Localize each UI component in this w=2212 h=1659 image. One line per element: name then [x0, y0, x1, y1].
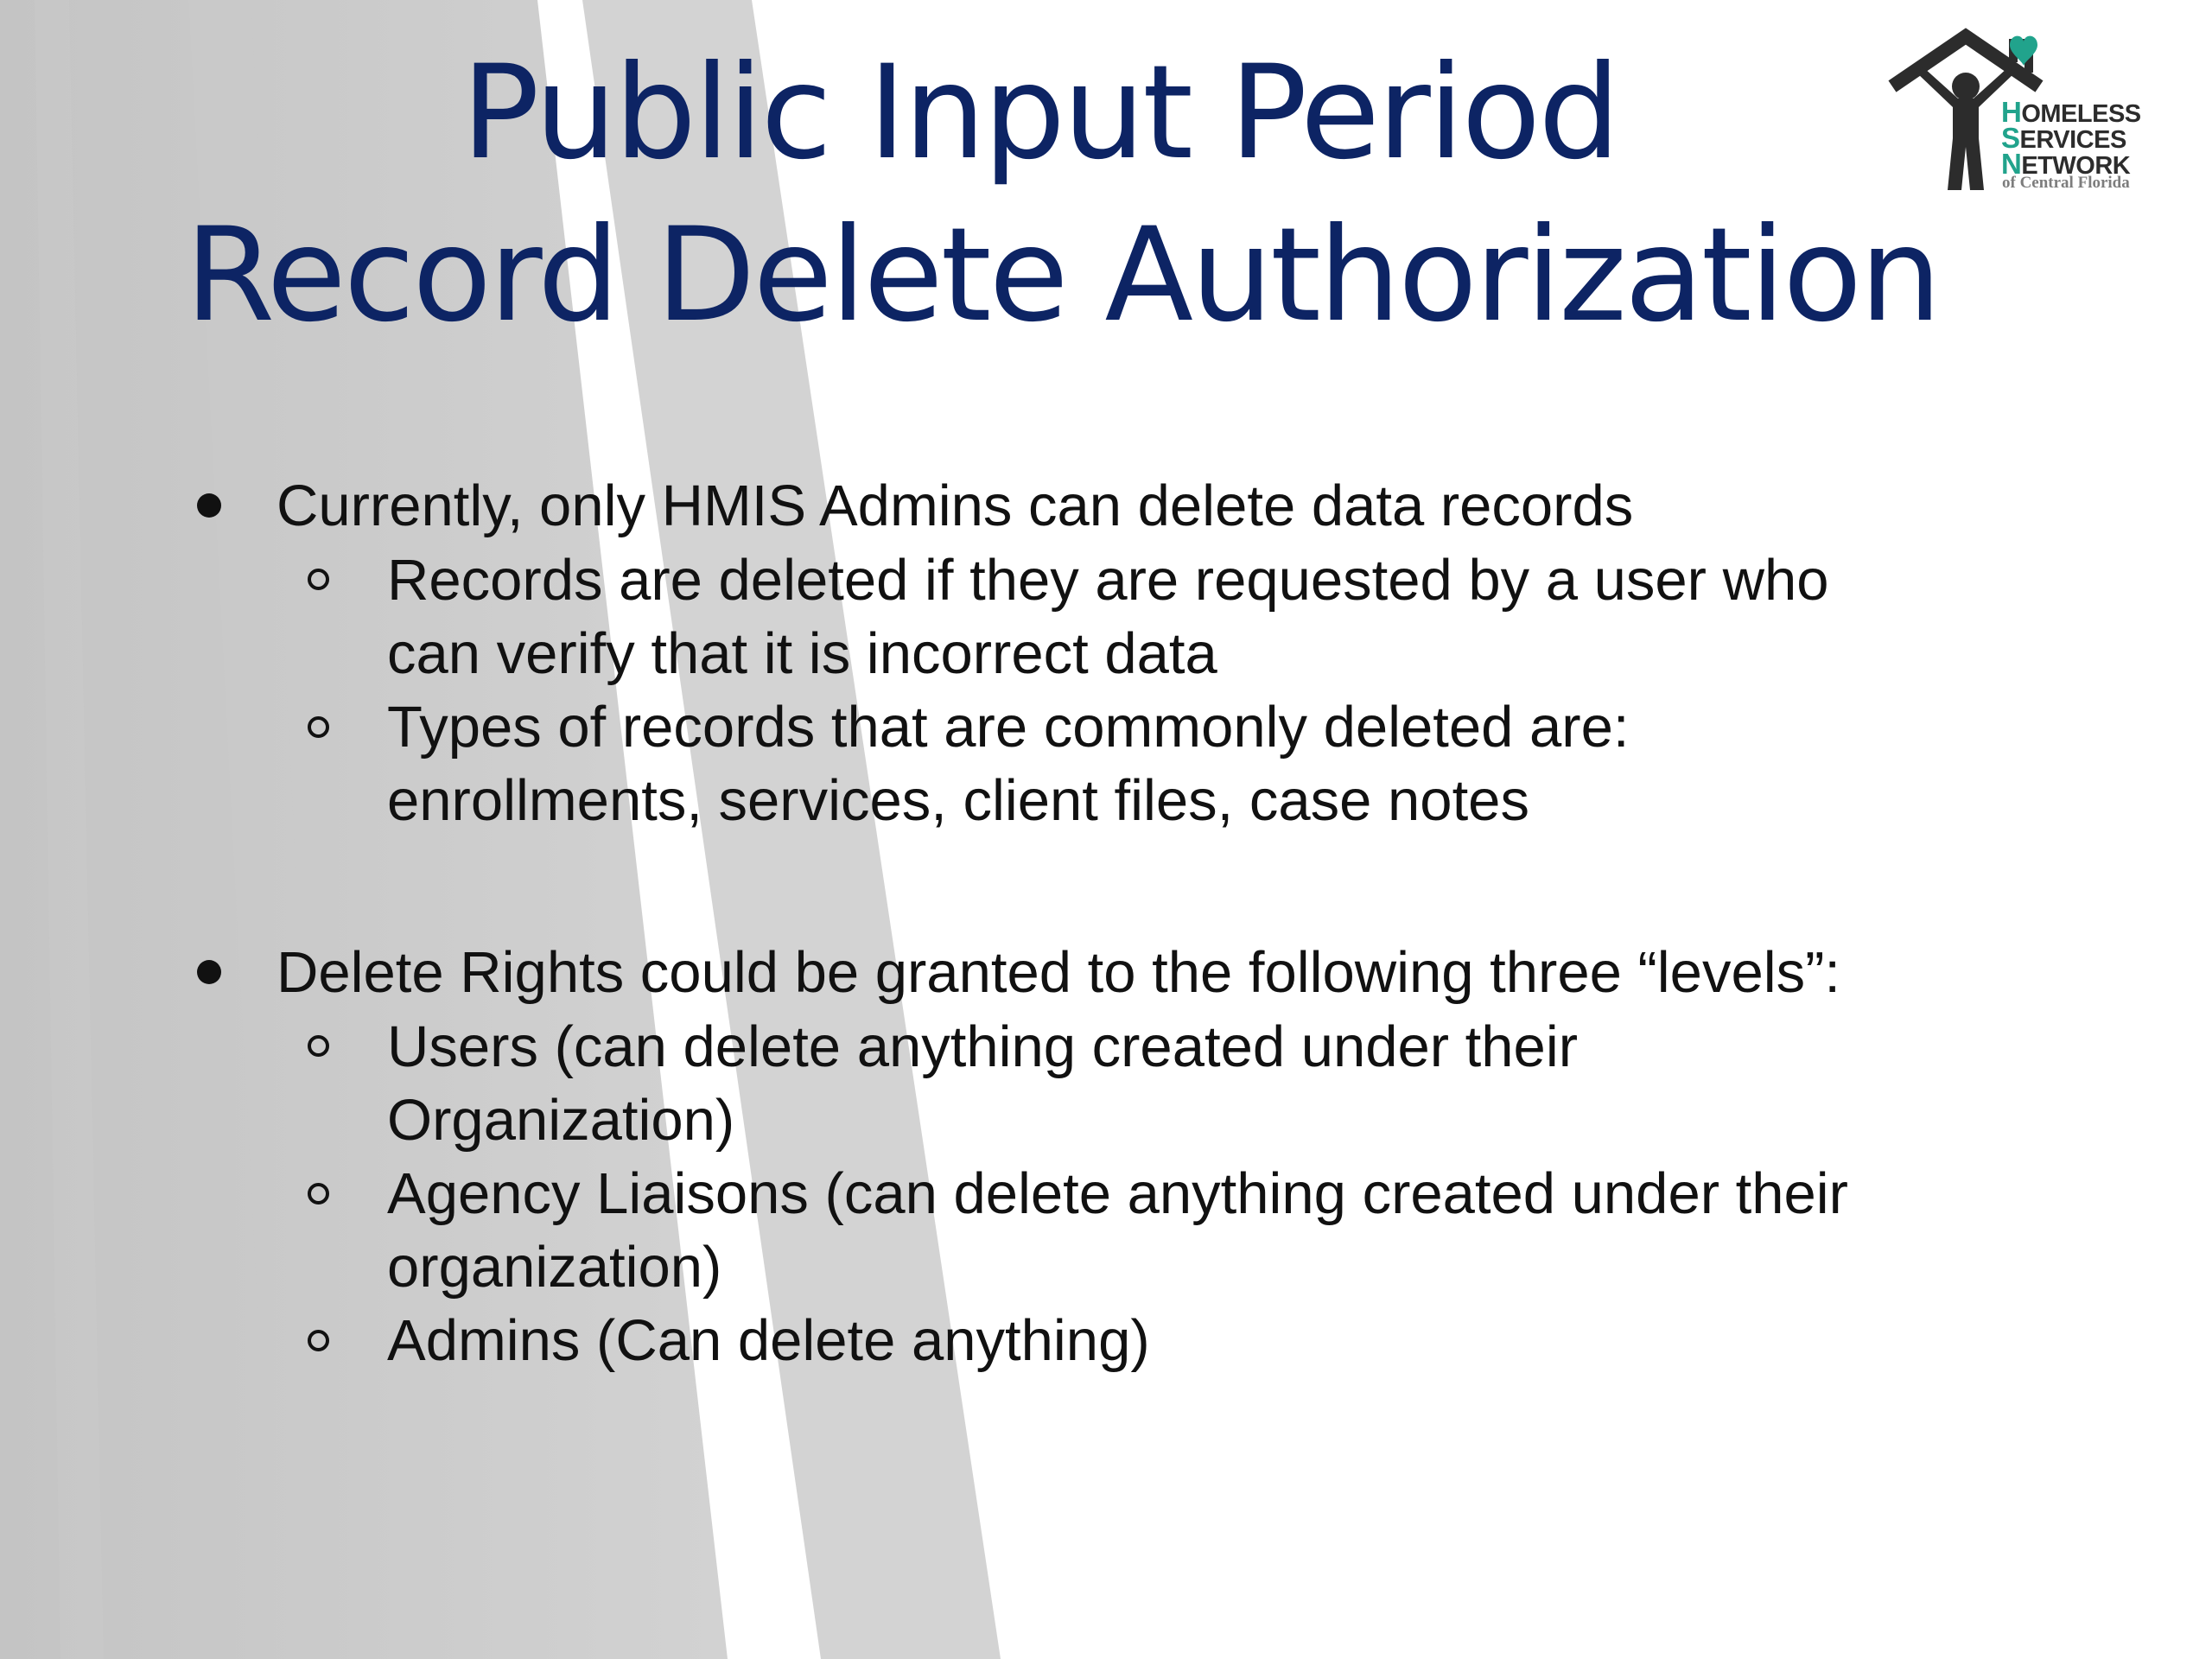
bullet-2-sub-3-line-1: Admins (Can delete anything): [387, 1308, 1150, 1373]
bullet-ring-icon: [308, 1330, 329, 1351]
slide-title-line-1: Public Input Period: [461, 38, 1618, 188]
bullet-1-sub-2-line-1: Types of records that are commonly deleted are:: [387, 695, 1630, 760]
bullet-2-sub-1-line-2: Organization): [387, 1088, 735, 1153]
slide-title-line-2: Record Delete Authorization: [185, 200, 1940, 351]
bullet-1-sub-1-line-2: can verify that it is incorrect data: [387, 621, 1217, 686]
bullet-2-sub-1-line-1: Users (can delete anything created under their: [387, 1014, 1579, 1079]
logo-line-1-rest: OMELESS: [2021, 100, 2141, 128]
bullet-dot-icon: [197, 960, 221, 984]
bullet-ring-icon: [308, 1035, 329, 1057]
bullet-1-sub-1-line-1: Records are deleted if they are requested by a user who: [387, 548, 1829, 613]
bullet-ring-icon: [308, 569, 329, 590]
logo-line-3-cap: N: [2001, 148, 2022, 180]
bullet-1-sub-2-line-2: enrollments, services, client files, case notes: [387, 768, 1529, 833]
logo-line-2-rest: ERVICES: [2019, 126, 2126, 154]
bullet-2-sub-2-line-2: organization): [387, 1235, 722, 1300]
bullet-ring-icon: [308, 1183, 329, 1205]
bullet-dot-icon: [197, 493, 221, 518]
logo-line-2-cap: S: [2001, 122, 2020, 154]
bullet-2-text: Delete Rights could be granted to the following three “levels”:: [276, 940, 1841, 1005]
bullet-1-text: Currently, only HMIS Admins can delete data records: [276, 474, 1634, 538]
bullet-ring-icon: [308, 716, 329, 738]
bullet-2-sub-2-line-1: Agency Liaisons (can delete anything created under their: [387, 1161, 1848, 1226]
logo-line-1-cap: H: [2001, 96, 2022, 128]
logo-line-3-rest: ETWORK: [2021, 152, 2131, 180]
logo-subtitle: of Central Florida: [2002, 174, 2130, 192]
